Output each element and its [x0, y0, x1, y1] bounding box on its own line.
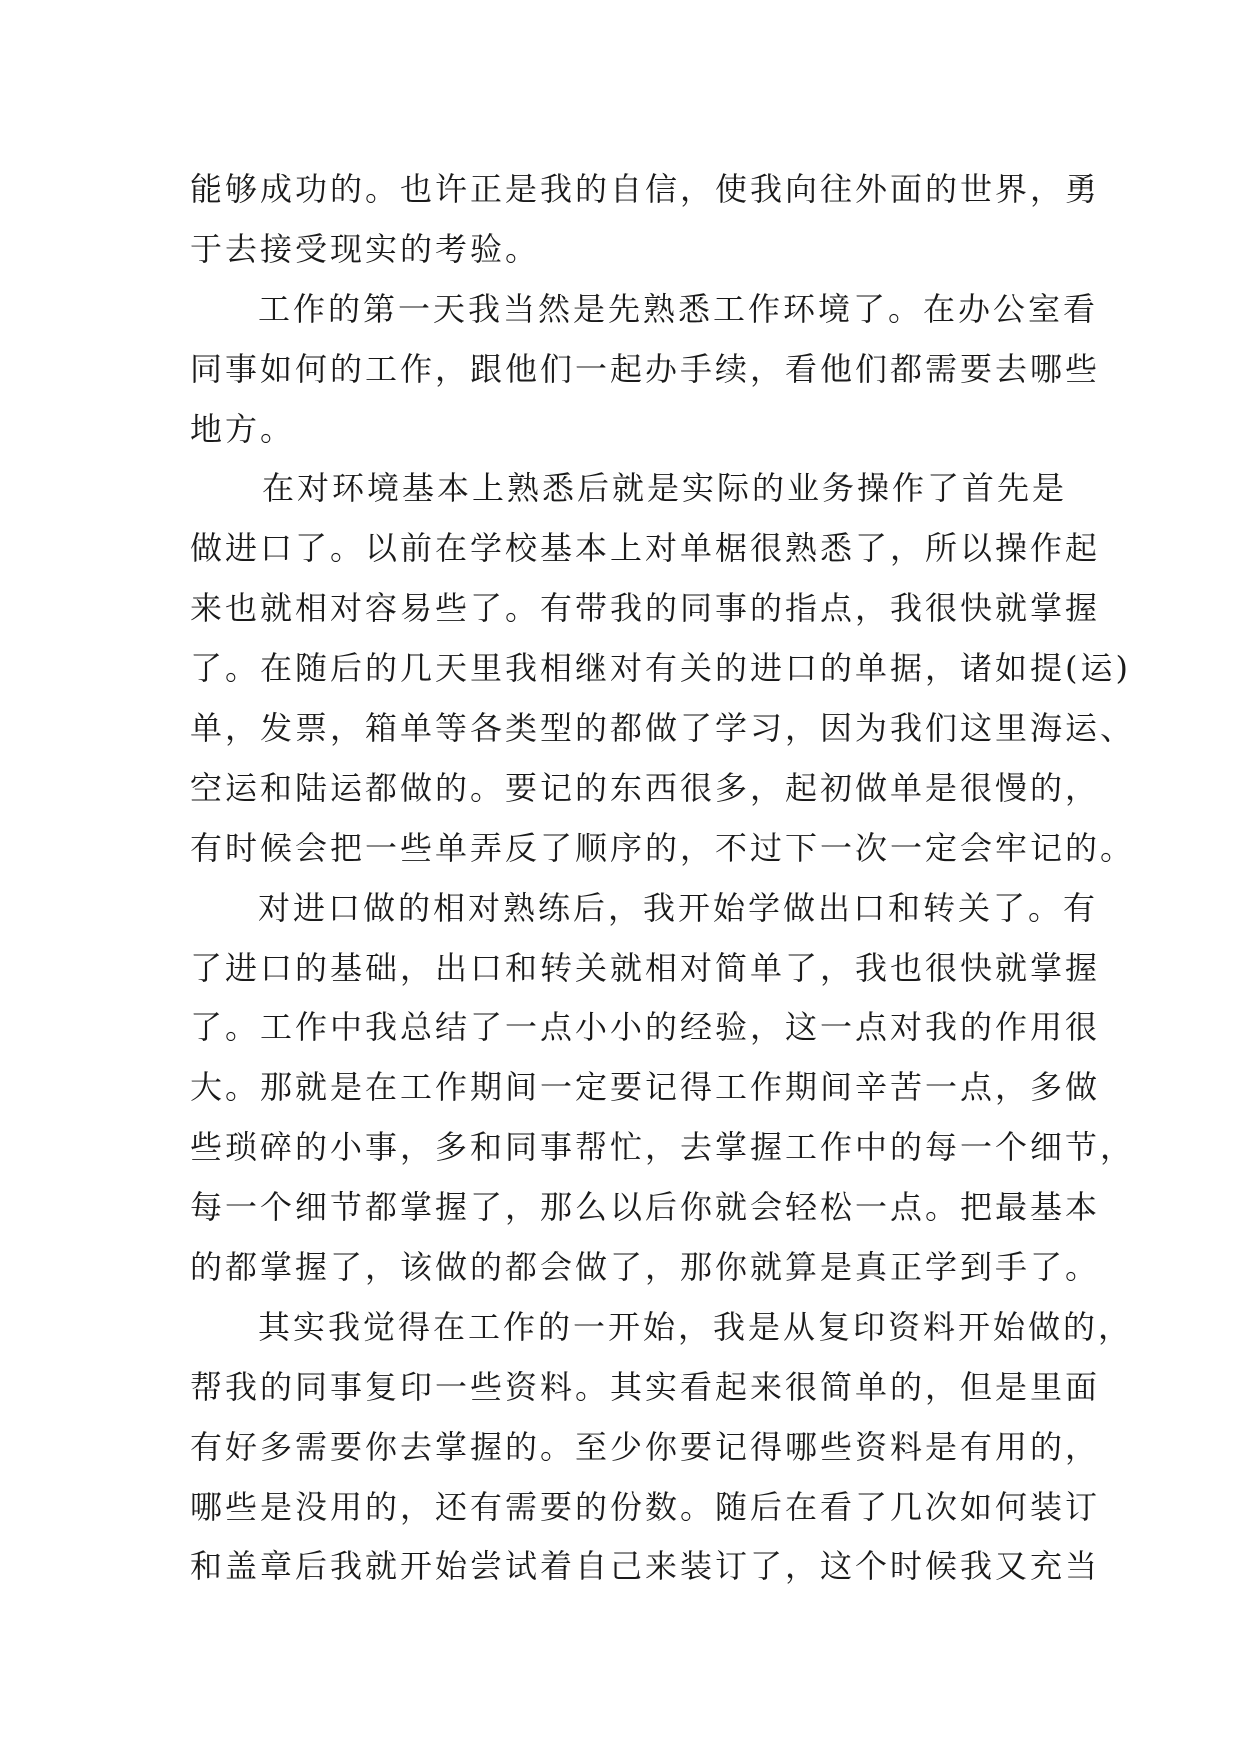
document-body	[190, 160, 1136, 1597]
text-line: 了。在随后的几天里我相继对有关的进口的单据，诸如提(运)	[190, 649, 1131, 688]
text-line: 的都掌握了，该做的都会做了，那你就算是真正学到手了。	[190, 1248, 1101, 1287]
text-line: 有好多需要你去掌握的。至少你要记得哪些资料是有用的，	[190, 1427, 1101, 1466]
text-line: 哪些是没用的，还有需要的份数。随后在看了几次如何装订	[190, 1487, 1101, 1526]
text-line: 单，发票，箱单等各类型的都做了学习，因为我们这里海运、	[190, 709, 1136, 748]
paragraph-first-line: 在对环境基本上熟悉后就是实际的业务操作了首先是	[262, 469, 1068, 508]
text-line: 空运和陆运都做的。要记的东西很多，起初做单是很慢的，	[190, 768, 1101, 807]
text-line: 和盖章后我就开始尝试着自己来装订了，这个时候我又充当	[190, 1547, 1101, 1586]
text-line: 有时候会把一些单弄反了顺序的，不过下一次一定会牢记的。	[190, 828, 1136, 867]
text-line: 些琐碎的小事，多和同事帮忙，去掌握工作中的每一个细节，	[190, 1128, 1136, 1167]
text-line: 来也就相对容易些了。有带我的同事的指点，我很快就掌握	[190, 589, 1101, 628]
text-line: 大。那就是在工作期间一定要记得工作期间辛苦一点，多做	[190, 1068, 1101, 1107]
text-line: 每一个细节都掌握了，那么以后你就会轻松一点。把最基本	[190, 1188, 1101, 1227]
text-line: 于去接受现实的考验。	[190, 229, 541, 268]
text-line: 了。工作中我总结了一点小小的经验，这一点对我的作用很	[190, 1008, 1101, 1047]
text-line: 帮我的同事复印一些资料。其实看起来很简单的，但是里面	[190, 1367, 1101, 1406]
paragraph-first-line: 对进口做的相对熟练后，我开始学做出口和转关了。有	[258, 888, 1099, 927]
paragraph-first-line: 工作的第一天我当然是先熟悉工作环境了。在办公室看	[258, 289, 1099, 328]
text-line: 地方。	[190, 409, 296, 448]
text-line: 能够成功的。也许正是我的自信，使我向往外面的世界，勇	[190, 170, 1101, 208]
text-line: 做进口了。以前在学校基本上对单椐很熟悉了，所以操作起	[190, 529, 1101, 568]
text-line: 同事如何的工作，跟他们一起办手续，看他们都需要去哪些	[190, 349, 1101, 388]
paragraph-first-line: 其实我觉得在工作的一开始，我是从复印资料开始做的，	[258, 1307, 1134, 1346]
text-line: 了进口的基础，出口和转关就相对简单了，我也很快就掌握	[190, 948, 1101, 987]
